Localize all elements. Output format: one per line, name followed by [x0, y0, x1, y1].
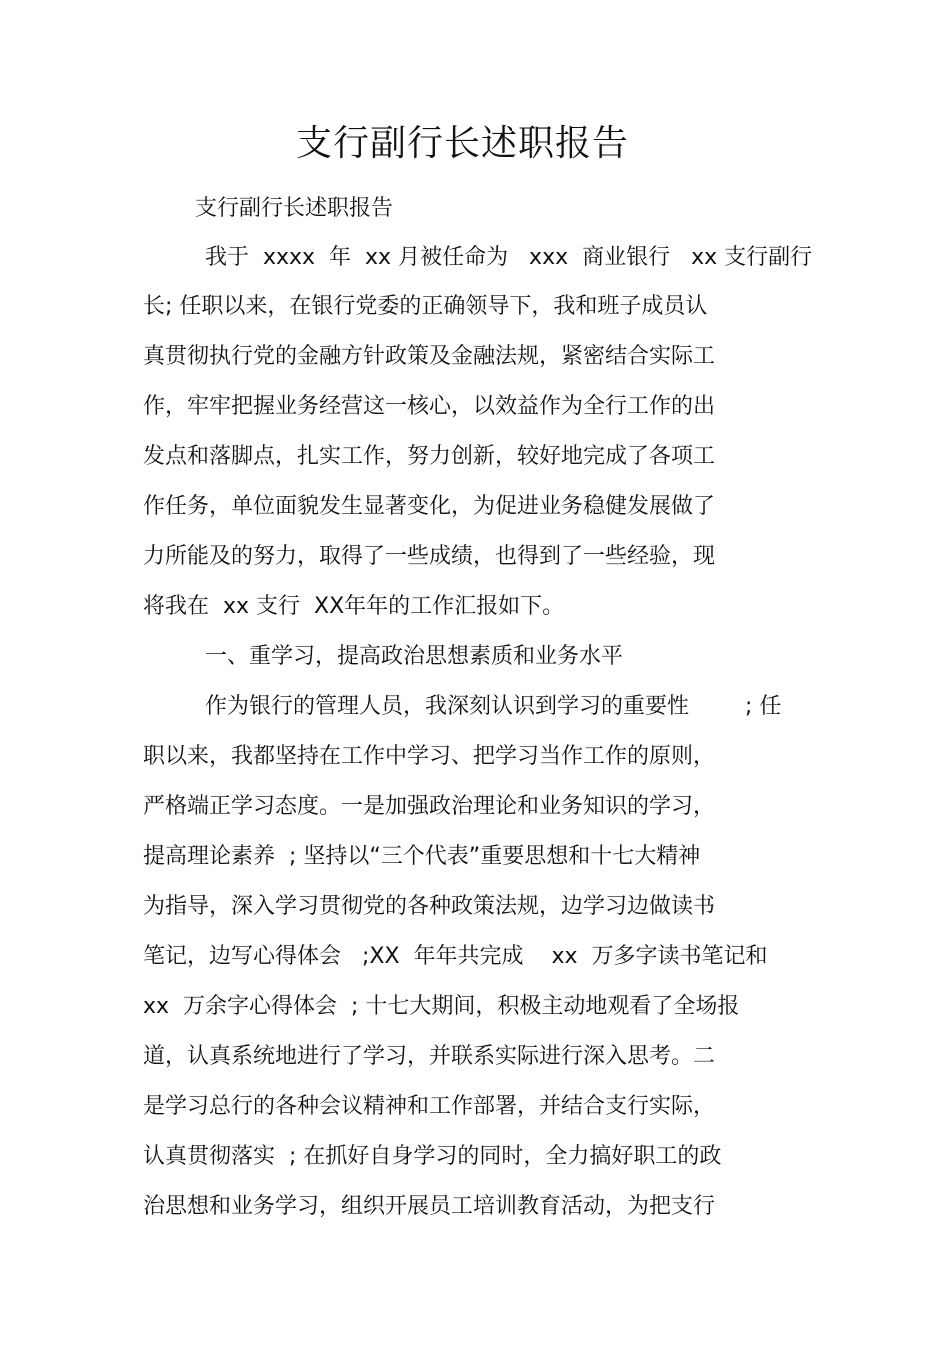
body-line: xx 万余字心得体会 ; 十七大期间，积极主动地观看了全场报 [143, 994, 740, 1019]
body-line: 为指导，深入学习贯彻党的各种政策法规，边学习边做读书 [143, 894, 716, 919]
body-line: 治思想和业务学习，组织开展员工培训教育活动，为把支行 [143, 1194, 716, 1219]
body-line: 提高理论素养 ; 坚持以“三个代表”重要思想和十七大精神 [143, 844, 701, 869]
body-line: 认真贯彻落实 ; 在抓好自身学习的同时，全力搞好职工的政 [143, 1144, 722, 1169]
body-line: 真贯彻执行党的金融方针政策及金融法规，紧密结合实际工 [143, 344, 716, 369]
document-subtitle: 支行副行长述职报告 [195, 196, 394, 221]
body-line: 作，牢牢把握业务经营这一核心，以效益作为全行工作的出 [143, 394, 716, 419]
document-title: 支行副行长述职报告 [295, 123, 629, 164]
body-line: 我于 xxxx 年 xx 月被任命为 xxx 商业银行 xx 支行副行 [205, 245, 813, 270]
body-line: 笔记，边写心得体会 ;XX 年年共完成 xx 万多字读书笔记和 [143, 944, 768, 969]
body-line: 将我在 xx 支行 XX年年的工作汇报如下。 [143, 594, 565, 619]
body-line: 长; 任职以来，在银行党委的正确领导下，我和班子成员认 [143, 294, 708, 319]
body-line: 是学习总行的各种会议精神和工作部署，并结合支行实际， [143, 1094, 716, 1119]
section-heading: 一、重学习，提高政治思想素质和业务水平 [205, 644, 624, 669]
body-line: 发点和落脚点，扎实工作，努力创新，较好地完成了各项工 [143, 444, 716, 469]
body-line: 职以来，我都坚持在工作中学习、把学习当作工作的原则， [143, 744, 716, 769]
body-line: 力所能及的努力，取得了一些成绩，也得到了一些经验，现 [143, 544, 716, 569]
body-line: 作为银行的管理人员，我深刻认识到学习的重要性 ; 任 [205, 694, 782, 719]
body-line: 严格端正学习态度。一是加强政治理论和业务知识的学习， [143, 794, 716, 819]
body-line: 作任务，单位面貌发生显著变化，为促进业务稳健发展做了 [143, 494, 716, 519]
body-line: 道，认真系统地进行了学习，并联系实际进行深入思考。二 [143, 1044, 716, 1069]
